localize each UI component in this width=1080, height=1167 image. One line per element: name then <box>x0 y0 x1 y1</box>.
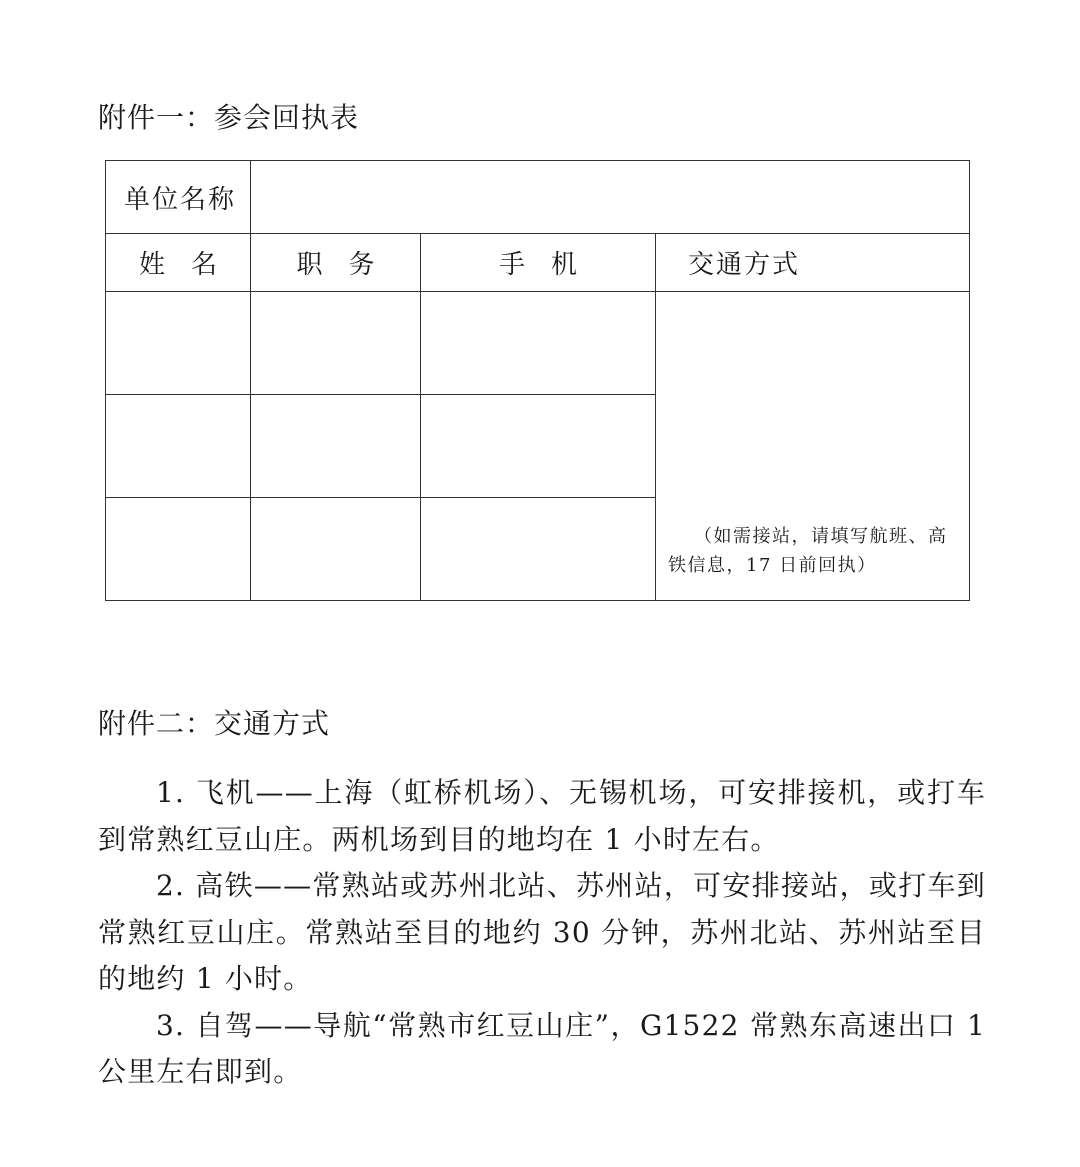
column-header-transport: 交通方式 <box>656 234 970 292</box>
column-header-name: 姓 名 <box>106 234 251 292</box>
unit-name-label: 单位名称 <box>106 161 251 234</box>
phone-cell[interactable] <box>421 292 656 395</box>
name-cell[interactable] <box>106 292 251 395</box>
column-header-phone: 手 机 <box>421 234 656 292</box>
position-cell[interactable] <box>251 395 421 498</box>
transport-instructions <box>98 770 986 1096</box>
phone-cell[interactable] <box>421 498 656 601</box>
phone-cell[interactable] <box>421 395 656 498</box>
transport-cell[interactable] <box>656 292 970 601</box>
transport-item-drive: 3. 自驾——导航“常熟市红豆山庄”，G1522 常熟东高速出口 1 公里左右即到。 <box>98 1008 986 1088</box>
unit-name-field[interactable] <box>251 161 970 234</box>
position-cell[interactable] <box>251 498 421 601</box>
table-row <box>106 292 970 395</box>
name-cell[interactable] <box>106 395 251 498</box>
attachment1-title: 附件一：参会回执表 <box>98 101 360 134</box>
unit-row <box>106 161 970 234</box>
column-header-position: 职 务 <box>251 234 421 292</box>
attachment2-title: 附件二：交通方式 <box>98 707 331 740</box>
transport-item-flight: 1. 飞机——上海（虹桥机场）、无锡机场，可安排接机，或打车到常熟红豆山庄。两机场到目的地均在 1 小时左右。 <box>98 776 986 856</box>
registration-form-table <box>105 160 970 601</box>
name-cell[interactable] <box>106 498 251 601</box>
position-cell[interactable] <box>251 292 421 395</box>
transport-note: （如需接站，请填写航班、高铁信息，17 日前回执） <box>668 526 948 576</box>
header-row <box>106 234 970 292</box>
transport-item-train: 2. 高铁——常熟站或苏州北站、苏州站，可安排接站，或打车到常熟红豆山庄。常熟站至目的地约 30 分钟，苏州北站、苏州站至目的地约 1 小时。 <box>98 869 986 995</box>
